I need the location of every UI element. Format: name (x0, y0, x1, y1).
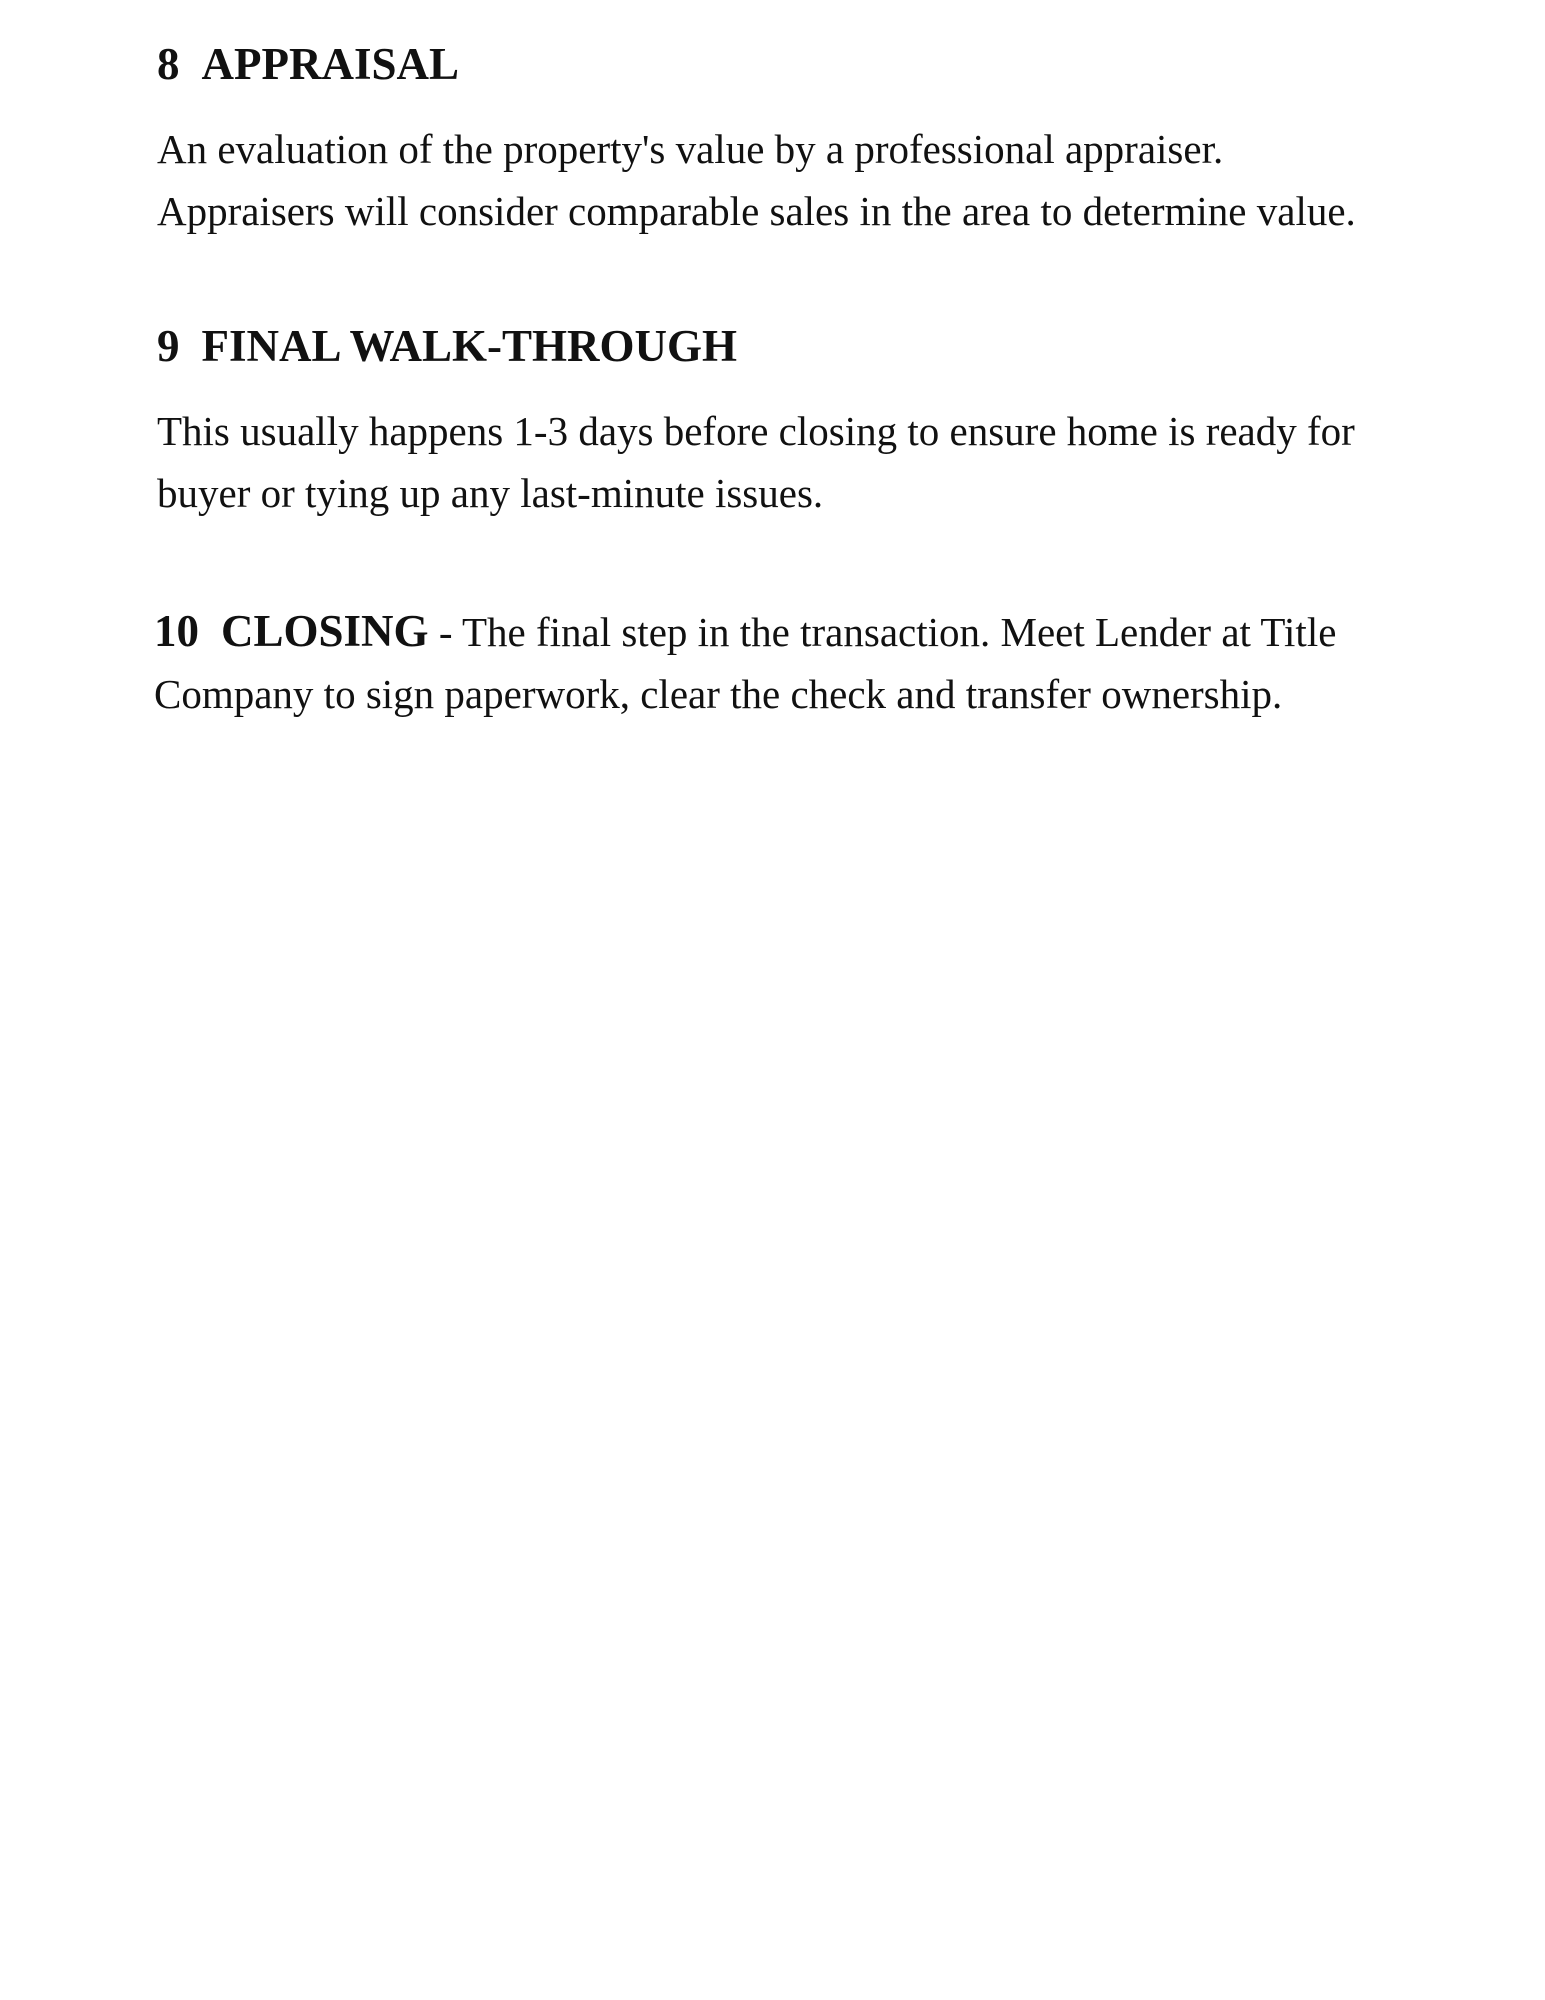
document-page (154, 36, 1387, 725)
section-appraisal (157, 36, 1387, 242)
section-heading (154, 606, 429, 656)
section-body: An evaluation of the property's value by a professional appraiser. Appraisers will consider comparable sales in the area to determine value. (157, 126, 1356, 234)
section-body: - The final step in the transaction. Meet Lender at Title Company to sign paperwork, clear the check and transfer ownership. (154, 609, 1337, 717)
section-title: APPRAISAL (201, 39, 460, 89)
section-title: CLOSING (221, 606, 429, 656)
section-body: This usually happens 1-3 days before closing to ensure home is ready for buyer or tying up any last-minute issues. (157, 408, 1355, 516)
section-heading (157, 36, 1387, 92)
section-final-walk-through (157, 318, 1387, 524)
section-number: 9 (157, 321, 180, 371)
section-heading (157, 318, 1387, 374)
section-number: 10 (154, 606, 199, 656)
section-number: 8 (157, 39, 180, 89)
section-closing-paragraph (154, 600, 1387, 725)
section-closing (154, 600, 1387, 725)
section-title: FINAL WALK-THROUGH (201, 321, 737, 371)
